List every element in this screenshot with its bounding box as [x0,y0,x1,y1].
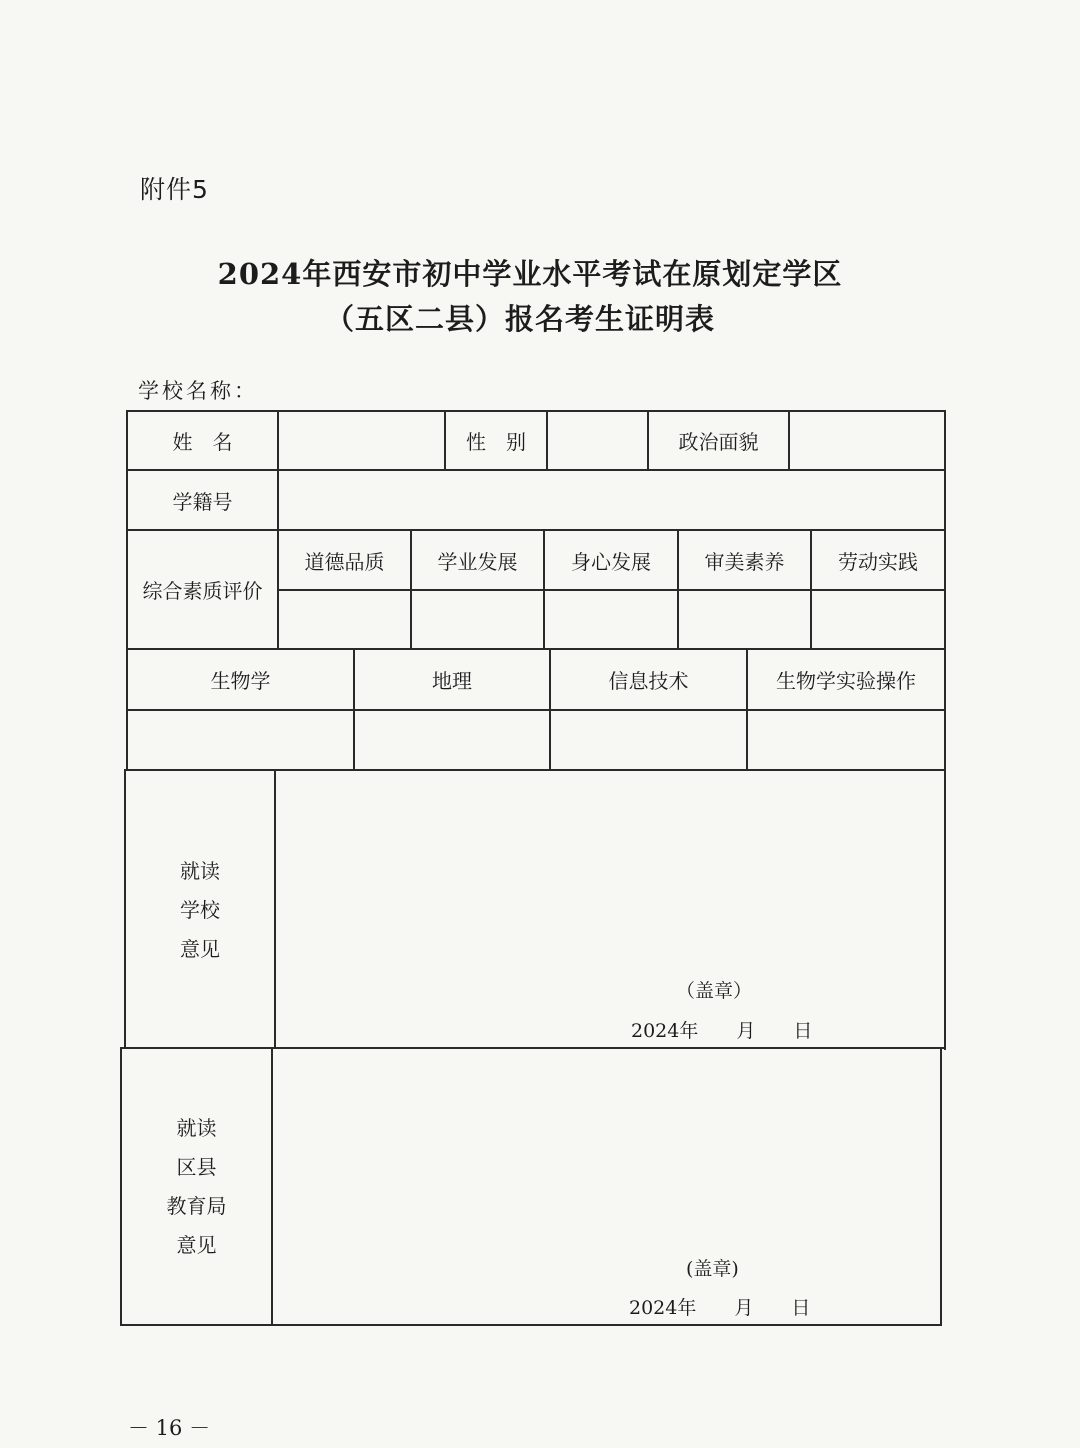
biology-score-field[interactable] [128,711,353,769]
attachment-label: 附件5 [140,175,209,204]
school-stamp-label: （盖章） [676,980,753,1002]
subject-biology: 生物学 [210,669,271,693]
subject-geography: 地理 [432,669,472,693]
school-opinion-label-line-1: 就读 [180,858,220,883]
student-id-field[interactable] [279,471,944,529]
it-score-field[interactable] [551,711,746,769]
bureau-stamp-label: (盖章) [686,1258,739,1280]
name-label: 姓 名 [172,430,233,454]
quality-item-labor: 劳动实践 [838,549,918,574]
school-opinion-date: 2024年 月 日 [631,1020,813,1042]
bureau-opinion-label-line-3: 教育局 [166,1194,227,1218]
school-opinion-label-line-2: 学校 [180,897,220,922]
quality-item-aesthetic: 审美素养 [704,549,785,574]
political-status-label: 政治面貌 [678,430,759,454]
quality-moral-field[interactable] [279,591,410,648]
quality-item-health: 身心发展 [571,549,651,574]
school-opinion-label [126,850,274,970]
bureau-opinion-label-line-2: 区县 [176,1155,217,1179]
page-number: － 16 － [128,1416,211,1440]
name-field[interactable] [279,412,444,469]
bureau-opinion-field[interactable] [273,1049,940,1324]
geography-score-field[interactable] [355,711,549,769]
subject-it: 信息技术 [608,669,689,693]
document-title-line-1: 2024年西安市初中学业水平考试在原划定学区 [217,257,843,291]
gender-field[interactable] [548,412,647,469]
quality-aesthetic-field[interactable] [679,591,810,648]
political-status-field[interactable] [790,412,944,469]
quality-health-field[interactable] [545,591,677,648]
bureau-opinion-label [122,1107,271,1267]
bureau-opinion-label-line-1: 就读 [176,1116,217,1140]
quality-eval-label: 综合素质评价 [142,579,263,603]
school-opinion-label-line-3: 意见 [180,936,220,961]
bureau-opinion-date: 2024年 月 日 [629,1297,811,1319]
quality-labor-field[interactable] [812,591,944,648]
subject-biology-lab: 生物学实验操作 [776,669,916,693]
school-opinion-field[interactable] [276,771,944,1047]
bureau-opinion-label-line-4: 意见 [176,1233,217,1257]
student-id-label: 学籍号 [172,489,233,514]
quality-item-academic: 学业发展 [437,549,518,574]
biology-lab-score-field[interactable] [748,711,944,769]
gender-label: 性 别 [466,430,526,454]
quality-academic-field[interactable] [412,591,543,648]
document-title-line-2: （五区二县）报名考生证明表 [324,302,715,336]
quality-item-moral: 道德品质 [304,549,385,574]
school-name-label: 学校名称： [138,379,258,403]
